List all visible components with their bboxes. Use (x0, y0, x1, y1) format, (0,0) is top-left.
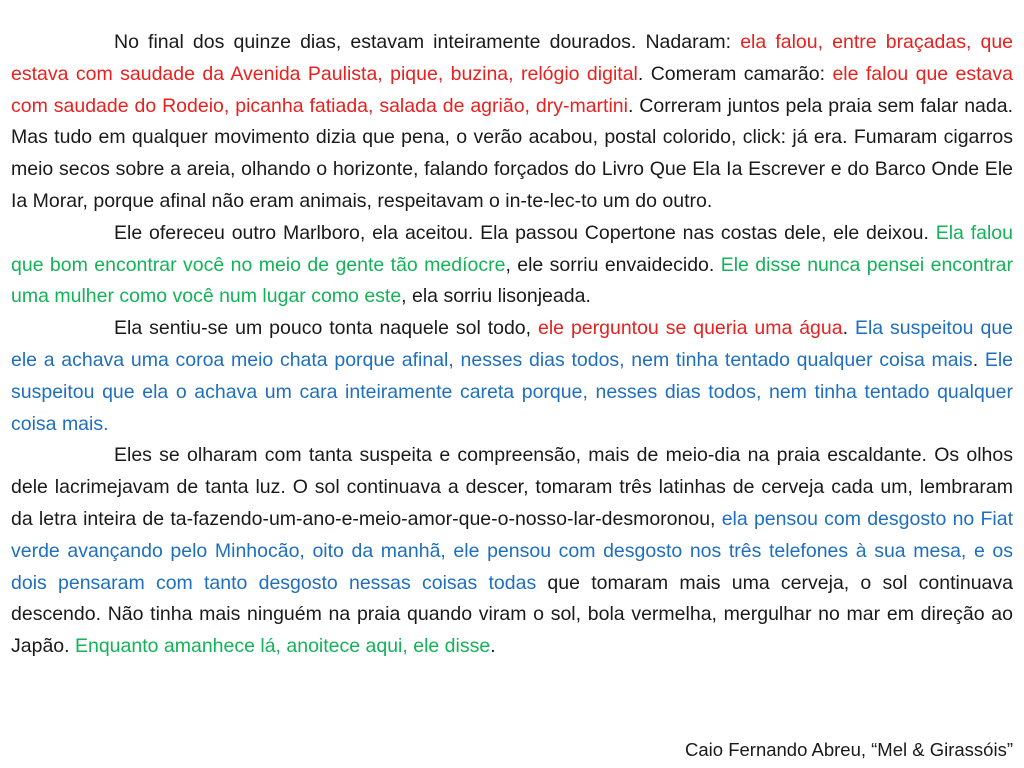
highlighted-thought-blue: ela pensou com desgosto no Fiat verde avançando pelo Minhocão, oito da manhã, ele pensou com desgosto nos três telefones à sua mesa, e os dois pensaram com tanto desgosto nessas coisas todas (11, 507, 1013, 594)
source-citation: Caio Fernando Abreu, “Mel & Girassóis” (685, 739, 1013, 760)
paragraph-4 (11, 440, 1013, 663)
narration-segment: Eles se olharam com tanta suspeita e compreensão, mais de meio-dia na praia escaldante. Os olhos dele lacrimejavam de tanta luz. O sol continuava a descer, tomaram três latinhas de cerveja cada um, lembraram da letra inteira de ta-fazendo-um-ano-e-meio-amor-que-o-nosso-lar-desmoronou, (11, 444, 1013, 530)
narration-segment: que tomaram mais uma cerveja, o sol continuava descendo. Não tinha mais ninguém na praia quando viram o sol, bola vermelha, mergulhar no mar em direção ao Japão. (11, 571, 1013, 658)
narration-segment: No final dos quinze dias, estavam inteiramente dourados. Nadaram: (114, 31, 741, 53)
highlighted-speech-red: ele falou que estava com saudade do Rodeio, picanha fatiada, salada de agrião, dry-martini (11, 62, 1013, 117)
highlighted-speech-red: ela falou, entre braçadas, que estava com saudade da Avenida Paulista, pique, buzina, relógio digital (11, 31, 1014, 85)
paragraph-3 (11, 313, 1013, 440)
narration-segment: Ela sentiu-se um pouco tonta naquele sol todo, (114, 317, 538, 340)
narration-segment: . Correram juntos pela praia sem falar nada. Mas tudo em qualquer movimento dizia que pena, o verão acabou, postal colorido, click: já era. Fumaram cigarros meio secos sobre a areia, olhando o horizonte, falando forçados do Livro Que Ela Ia Escrever e do Barco Onde Ele Ia Morar, porque afinal não eram animais, respeitavam o in-te-lec-to um do outro. (11, 94, 1013, 212)
highlighted-speech-red: ele perguntou se queria uma água (538, 317, 843, 340)
highlighted-thought-blue: Ele suspeitou que ela o achava um cara inteiramente careta porque, nesses dias todos, nem tinha tentado qualquer coisa mais. (11, 348, 1013, 435)
narration-segment: Ele ofereceu outro Marlboro, ela aceitou. Ela passou Copertone nas costas dele, ele deixou. (114, 221, 936, 244)
highlighted-speech-green: Ele disse nunca pensei encontrar uma mulher como você num lugar como este (11, 253, 1013, 308)
paragraph-2 (11, 218, 1013, 313)
paragraph-1 (11, 27, 1013, 218)
story-text (11, 27, 1013, 663)
narration-segment: . (972, 348, 985, 371)
narration-segment: , ela sorriu lisonjeada. (401, 285, 591, 308)
highlighted-speech-green: Ela falou que bom encontrar você no meio de gente tão medíocre (11, 221, 1013, 276)
narration-segment: . Comeram camarão: (637, 62, 833, 85)
narration-segment: , ele sorriu envaidecido. (505, 253, 721, 276)
narration-segment: . (842, 317, 855, 340)
narration-segment: . (490, 635, 496, 658)
highlighted-speech-green: Enquanto amanhece lá, anoitece aqui, ele disse (74, 635, 491, 658)
highlighted-thought-blue: Ela suspeitou que ele a achava uma coroa meio chata porque afinal, nesses dias todos, nem tinha tentado qualquer coisa mais (11, 317, 1013, 371)
